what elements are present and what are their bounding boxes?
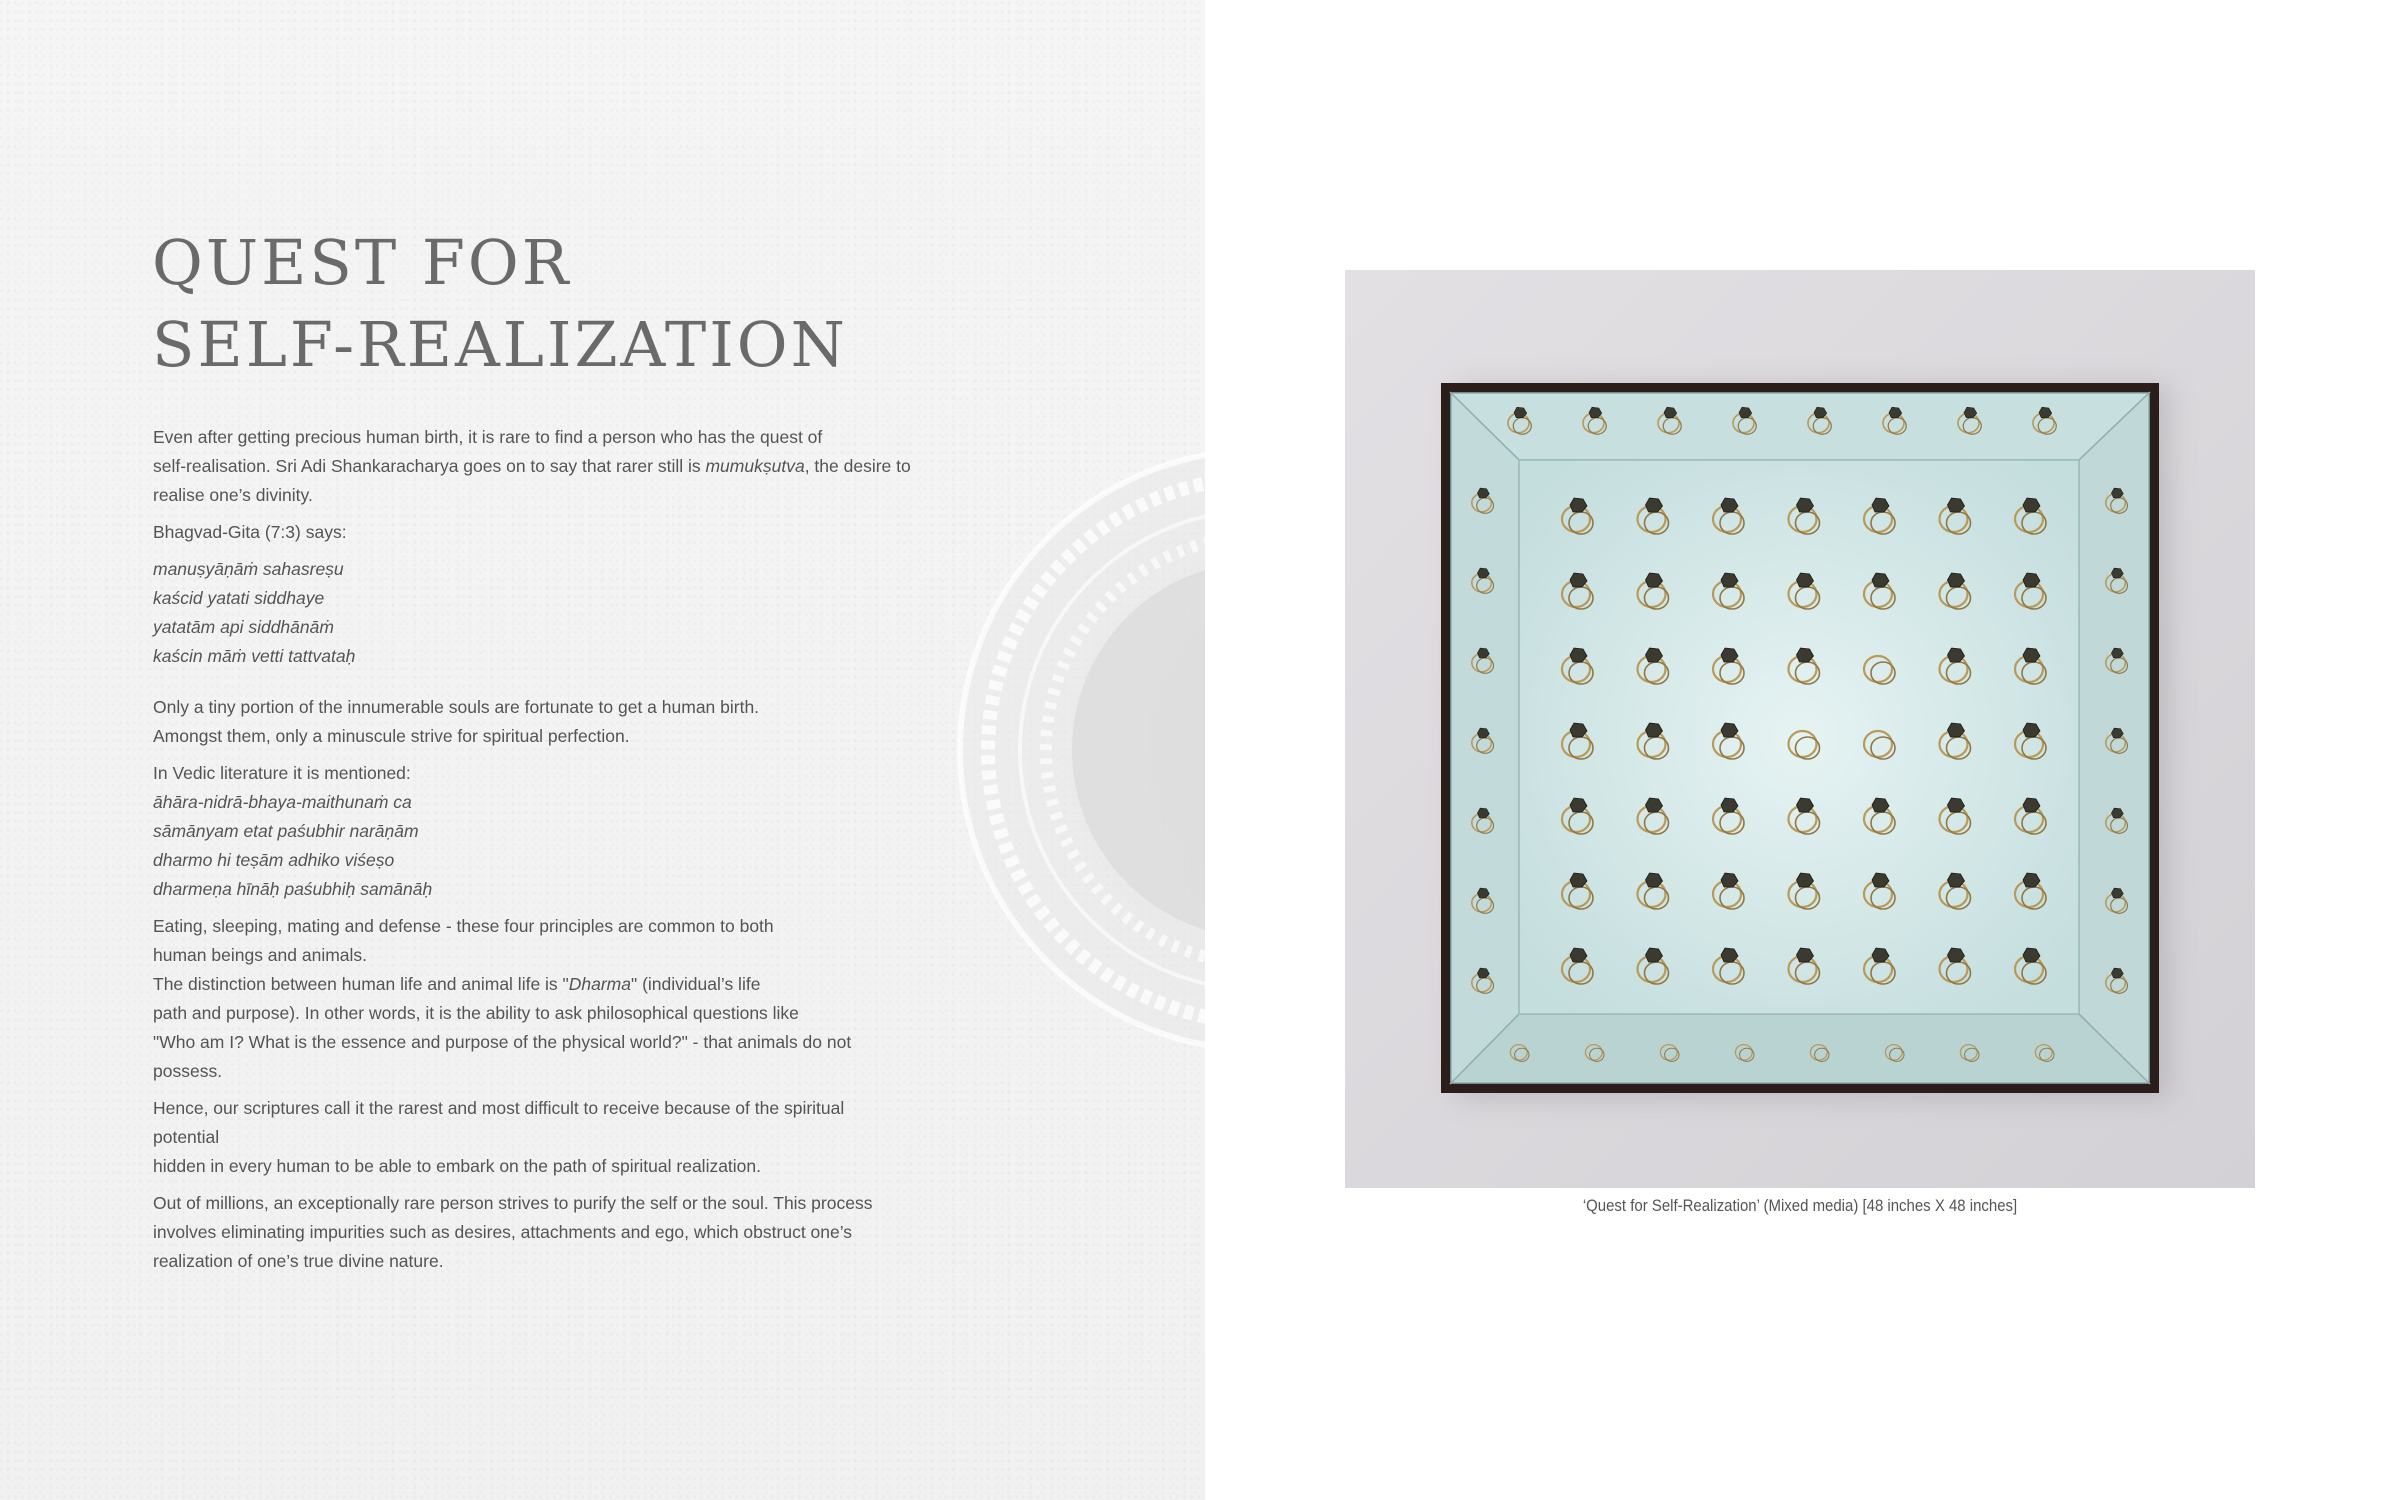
body-text — [153, 423, 913, 1284]
artwork-photo — [1345, 270, 2255, 1188]
text-line: path and purpose). In other words, it is the ability to ask philosophical questions like — [153, 1003, 799, 1023]
verse-line: kaścin māṁ vetti tattvataḥ — [153, 646, 356, 666]
title-line-2: SELF-REALIZATION — [152, 308, 848, 381]
text-segment: , the desire to — [804, 456, 911, 476]
title-line-1: QUEST FOR — [152, 226, 572, 299]
text-line: possess. — [153, 1061, 223, 1081]
dharma-paragraph — [153, 912, 913, 1086]
gita-intro: Bhagvad-Gita (7:3) says: — [153, 522, 347, 542]
scriptures-paragraph — [153, 1094, 913, 1181]
verse-line: dharmeṇa hīnāḥ paśubhiḥ samānāḥ — [153, 879, 433, 899]
gita-verse — [153, 555, 913, 671]
purify-paragraph — [153, 1189, 913, 1276]
text-segment: self-realisation. Sri Adi Shankaracharya goes on to say that rarer still is — [153, 456, 706, 476]
text-line: Even after getting precious human birth, it is rare to find a person who has the quest of — [153, 427, 823, 447]
verse-line: dharmo hi teṣām adhiko viśeṣo — [153, 850, 395, 870]
text-line: hidden in every human to be able to embark on the path of spiritual realization. — [153, 1156, 762, 1176]
text-segment: " (individual’s life — [631, 974, 761, 994]
verse-line: manuṣyāṇāṁ sahasreṣu — [153, 559, 344, 579]
engraved-seal-decoration — [930, 440, 1205, 1060]
text-line: realization of one’s true divine nature. — [153, 1251, 444, 1271]
text-segment: The distinction between human life and animal life is " — [153, 974, 569, 994]
verse-line: sāmānyam etat paśubhir narāṇām — [153, 821, 419, 841]
text-line — [153, 452, 913, 481]
text-line: involves eliminating impurities such as desires, attachments and ego, which obstruct one’s — [153, 1222, 853, 1242]
text-line: Out of millions, an exceptionally rare person strives to purify the self or the soul. This process — [153, 1193, 873, 1213]
artwork-caption: ‘Quest for Self-Realization’ (Mixed media) [48 inches X 48 inches] — [1582, 1196, 2018, 1215]
glass-back-panel — [1519, 460, 2079, 1014]
vedic-verse — [153, 788, 913, 904]
text-line: human beings and animals. — [153, 945, 368, 965]
vedic-intro: In Vedic literature it is mentioned: — [153, 763, 411, 783]
souls-paragraph — [153, 693, 913, 751]
page-title — [152, 222, 848, 386]
verse-line: kaścid yatati siddhaye — [153, 588, 325, 608]
text-line: Only a tiny portion of the innumerable souls are fortunate to get a human birth. — [153, 697, 760, 717]
italic-term: Dharma — [568, 974, 631, 994]
italic-term: mumukṣutva — [705, 456, 805, 476]
text-line: Hence, our scriptures call it the rarest and most difficult to receive because of the spiritual potential — [153, 1098, 845, 1147]
verse-line: yatatām api siddhānāṁ — [153, 617, 334, 637]
bevel-top — [1451, 393, 2149, 460]
text-line: realise one’s divinity. — [153, 485, 313, 505]
intro-paragraph — [153, 423, 913, 510]
text-line: "Who am I? What is the essence and purpose of the physical world?" - that animals do not — [153, 1032, 852, 1052]
verse-line: āhāra-nidrā-bhaya-maithunaṁ ca — [153, 792, 412, 812]
text-line: Eating, sleeping, mating and defense - these four principles are common to both — [153, 916, 774, 936]
text-line: Amongst them, only a minuscule strive for spiritual perfection. — [153, 726, 630, 746]
text-line — [153, 970, 913, 999]
